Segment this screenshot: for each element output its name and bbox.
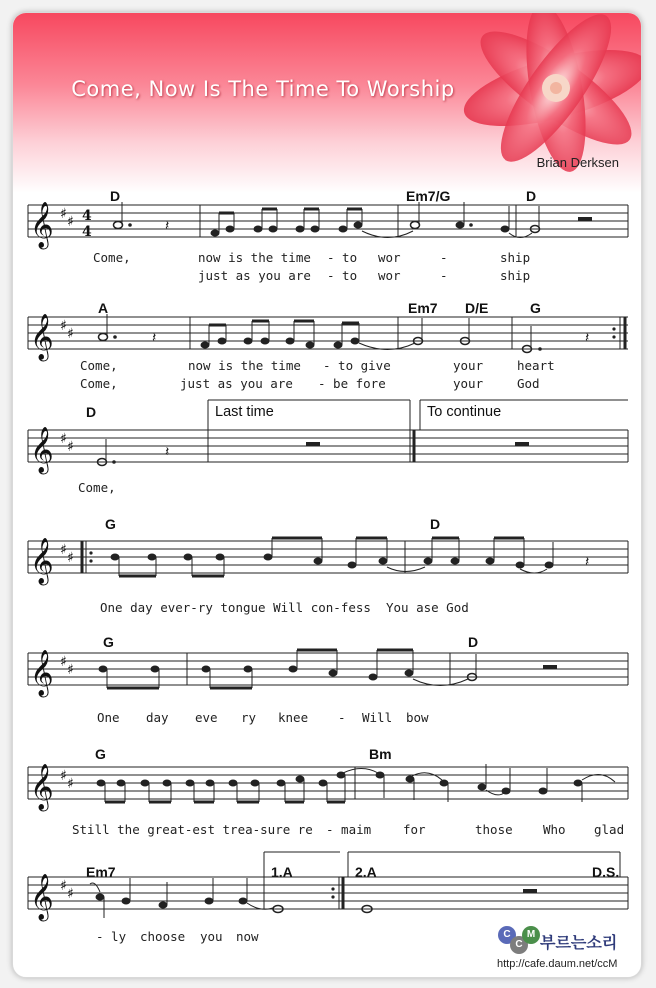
ccm-logo-m-icon: M	[522, 926, 540, 944]
treble-clef-icon: 𝄞	[30, 650, 54, 696]
lyric-word: those	[475, 822, 513, 837]
lyric-word: - ly	[96, 929, 127, 944]
ccm-logo-c-icon: C	[498, 926, 516, 944]
chord: G	[105, 516, 116, 532]
music-staff	[0, 648, 656, 698]
chord: D	[86, 404, 97, 420]
svg-text:♯: ♯	[67, 326, 74, 342]
lyric-word: now	[236, 929, 259, 944]
ending-1: 1.A	[271, 864, 293, 880]
svg-text:♯: ♯	[60, 654, 67, 670]
lyric-word: - maim	[326, 822, 372, 837]
watermark-brand: 부르는소리	[540, 933, 618, 952]
chord: Bm	[369, 746, 392, 762]
music-staff	[0, 200, 656, 250]
chord: G	[530, 300, 541, 316]
svg-text:𝄽: 𝄽	[585, 554, 590, 570]
treble-clef-icon: 𝄞	[30, 427, 54, 473]
lyric-word: you	[200, 929, 223, 944]
lyric-word: One	[97, 710, 120, 725]
lyric-word: -	[440, 250, 448, 265]
svg-text:♯: ♯	[67, 886, 74, 902]
svg-text:♯: ♯	[60, 768, 67, 784]
chord: Em7	[408, 300, 438, 316]
watermark-url[interactable]: http://cafe.daum.net/ccM	[497, 958, 618, 970]
lyric-word: heart	[517, 358, 555, 373]
svg-text:4: 4	[82, 208, 92, 224]
lyric-word: Who	[543, 822, 566, 837]
lyric-word: knee	[278, 710, 309, 725]
treble-clef-icon: 𝄞	[30, 314, 54, 360]
lyric-word: God	[517, 376, 540, 391]
music-staff	[0, 852, 656, 922]
ending-label-last-time: Last time	[215, 404, 274, 420]
chord: D	[430, 516, 441, 532]
lyric-word: wor	[378, 250, 401, 265]
chord: D	[468, 634, 479, 650]
lyric-word: Still the great-est trea-sure re	[72, 822, 313, 837]
svg-text:♯: ♯	[67, 550, 74, 566]
svg-text:♯: ♯	[67, 776, 74, 792]
chord: Em7	[86, 864, 116, 880]
svg-text:♯: ♯	[60, 206, 67, 222]
lyric-word: wor	[378, 268, 401, 283]
lyric-word: just as you are	[198, 268, 311, 283]
ending-label-to-continue: To continue	[427, 404, 502, 420]
lyric-word: Will	[362, 710, 393, 725]
lyric-word: Come,	[80, 358, 118, 373]
svg-text:4: 4	[82, 224, 92, 240]
lyric-word: day	[146, 710, 169, 725]
lyric-word: choose	[140, 929, 186, 944]
lyric-word: Come,	[93, 250, 131, 265]
svg-text:𝄽: 𝄽	[165, 444, 170, 460]
treble-clef-icon: 𝄞	[30, 874, 54, 920]
lyric-word: your	[453, 358, 484, 373]
chord: G	[95, 746, 106, 762]
chord: D	[526, 188, 537, 204]
svg-text:𝄽: 𝄽	[165, 218, 170, 234]
lyric-word: just as you are	[180, 376, 293, 391]
lyric-word: Come,	[80, 376, 118, 391]
svg-text:♯: ♯	[67, 214, 74, 230]
chord: D	[110, 188, 121, 204]
lyric-word: ry	[241, 710, 257, 725]
lyric-word: ship	[500, 250, 531, 265]
svg-text:♯: ♯	[67, 662, 74, 678]
chord: Em7/G	[406, 188, 451, 204]
treble-clef-icon: 𝄞	[30, 764, 54, 810]
svg-text:♯: ♯	[60, 431, 67, 447]
lyric-word: eve	[195, 710, 218, 725]
lyric-word: - be fore	[318, 376, 386, 391]
svg-text:𝄽: 𝄽	[152, 330, 157, 346]
composer-name: Brian Derksen	[536, 155, 619, 170]
music-staff	[0, 400, 656, 480]
svg-text:♯: ♯	[67, 439, 74, 455]
lyric-word: your	[453, 376, 484, 391]
lyric-word: ship	[500, 268, 531, 283]
lyric-word: Come,	[78, 480, 116, 495]
music-staff	[0, 536, 656, 586]
ccm-logo-c-icon: C	[510, 936, 528, 954]
title-banner	[13, 13, 641, 193]
chord: A	[98, 300, 109, 316]
lyric-word: - to	[327, 250, 358, 265]
song-title: Come, Now Is The Time To Worship	[71, 77, 455, 101]
svg-text:𝄽: 𝄽	[585, 330, 590, 346]
chord: G	[103, 634, 114, 650]
music-staff	[0, 312, 656, 362]
da-segno-marking: D.S.	[592, 864, 620, 880]
lyric-word: -	[440, 268, 448, 283]
ending-2: 2.A	[355, 864, 377, 880]
lyric-word: - to give	[323, 358, 391, 373]
svg-text:♯: ♯	[60, 878, 67, 894]
lyric-word: - to	[327, 268, 358, 283]
svg-text:♯: ♯	[60, 542, 67, 558]
lyric-line: One day ever-ry tongue Will con-fess You ase God	[100, 600, 469, 615]
svg-text:♯: ♯	[60, 318, 67, 334]
lyric-word: for	[403, 822, 426, 837]
treble-clef-icon: 𝄞	[30, 538, 54, 584]
lyric-word: bow	[406, 710, 429, 725]
chord: D/E	[465, 300, 489, 316]
lyric-word: -	[338, 710, 346, 725]
lyric-word: now is the time	[188, 358, 301, 373]
music-staff	[0, 762, 656, 812]
lyric-word: glad	[594, 822, 625, 837]
treble-clef-icon: 𝄞	[30, 202, 54, 248]
lyric-word: now is the time	[198, 250, 311, 265]
